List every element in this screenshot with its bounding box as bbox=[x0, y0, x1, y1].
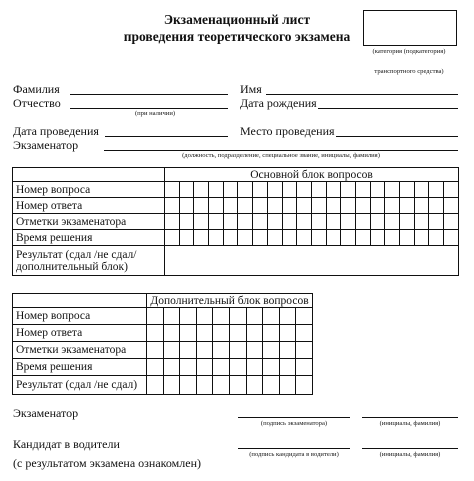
answer-cell[interactable] bbox=[180, 359, 197, 376]
birth-date-label: Дата рождения bbox=[240, 96, 317, 110]
surname-field[interactable] bbox=[70, 94, 228, 95]
answer-cell[interactable] bbox=[279, 308, 296, 325]
answer-cell[interactable] bbox=[355, 214, 370, 230]
answer-cell[interactable] bbox=[355, 230, 370, 246]
answer-cell[interactable] bbox=[400, 230, 415, 246]
answer-cell[interactable] bbox=[213, 325, 230, 342]
patronymic-label: Отчество bbox=[13, 96, 61, 110]
candidate-label: Кандидат в водители bbox=[13, 437, 120, 451]
examiner-signature-caption: (подпись экзаменатора) bbox=[260, 420, 328, 427]
row-label: Время решения bbox=[13, 230, 165, 246]
answer-cell[interactable] bbox=[253, 214, 268, 230]
answer-cell[interactable] bbox=[163, 308, 180, 325]
answer-cell[interactable] bbox=[180, 342, 197, 359]
answer-cell[interactable] bbox=[179, 214, 194, 230]
answer-cell[interactable] bbox=[326, 182, 341, 198]
answer-cell[interactable] bbox=[147, 359, 164, 376]
table-header-blank bbox=[13, 168, 165, 182]
answer-cell[interactable] bbox=[209, 214, 224, 230]
answer-cell[interactable] bbox=[296, 325, 313, 342]
name-label: Имя bbox=[240, 82, 262, 96]
answer-cell[interactable] bbox=[400, 198, 415, 214]
examiner-name-caption: (инициалы, фамилия) bbox=[379, 420, 441, 427]
answer-cell[interactable] bbox=[196, 342, 213, 359]
table-row bbox=[13, 198, 459, 214]
answer-cell[interactable] bbox=[385, 214, 400, 230]
table-row bbox=[13, 342, 313, 359]
answer-cell[interactable] bbox=[267, 182, 282, 198]
answer-cell[interactable] bbox=[246, 342, 263, 359]
category-caption: (категория (подкатегория) bbox=[372, 48, 446, 55]
answer-cell[interactable] bbox=[147, 325, 164, 342]
answer-cell[interactable] bbox=[400, 182, 415, 198]
answer-cell[interactable] bbox=[282, 230, 297, 246]
row-label: Время решения bbox=[13, 359, 147, 376]
answer-cell[interactable] bbox=[196, 359, 213, 376]
row-label: Результат (сдал /не сдал) bbox=[13, 376, 147, 395]
answer-cell[interactable] bbox=[400, 214, 415, 230]
examiner-hint: (должность, подразделение, специальное звание, инициалы, фамилия) bbox=[182, 152, 380, 159]
row-label: Номер ответа bbox=[13, 198, 165, 214]
answer-cell[interactable] bbox=[444, 198, 459, 214]
answer-cell[interactable] bbox=[341, 182, 356, 198]
answer-cell[interactable] bbox=[296, 359, 313, 376]
table-row bbox=[13, 308, 313, 325]
answer-cell[interactable] bbox=[229, 342, 246, 359]
answer-cell[interactable] bbox=[238, 182, 253, 198]
row-label: Номер вопроса bbox=[13, 308, 147, 325]
patronymic-field[interactable] bbox=[70, 108, 228, 109]
answer-cell[interactable] bbox=[370, 230, 385, 246]
answer-cell[interactable] bbox=[194, 182, 209, 198]
candidate-name-caption: (инициалы, фамилия) bbox=[379, 451, 441, 458]
answer-cell[interactable] bbox=[296, 376, 313, 395]
answer-cell[interactable] bbox=[311, 230, 326, 246]
answer-cell[interactable] bbox=[263, 308, 280, 325]
answer-cell[interactable] bbox=[213, 376, 230, 395]
main-questions-table bbox=[12, 167, 459, 276]
candidate-acknowledgement-label: (с результатом экзамена ознакомлен) bbox=[13, 456, 201, 470]
answer-cell[interactable] bbox=[341, 230, 356, 246]
exam-date-label: Дата проведения bbox=[13, 124, 99, 138]
answer-cell[interactable] bbox=[147, 342, 164, 359]
answer-cell[interactable] bbox=[355, 198, 370, 214]
answer-cell[interactable] bbox=[213, 342, 230, 359]
table-header-blank bbox=[13, 294, 147, 308]
answer-cell[interactable] bbox=[246, 325, 263, 342]
row-label: Номер ответа bbox=[13, 325, 147, 342]
answer-cell[interactable] bbox=[223, 230, 238, 246]
answer-cell[interactable] bbox=[267, 230, 282, 246]
answer-cell[interactable] bbox=[238, 214, 253, 230]
answer-cell[interactable] bbox=[209, 182, 224, 198]
table-row bbox=[13, 182, 459, 198]
answer-cell[interactable] bbox=[246, 376, 263, 395]
answer-cell[interactable] bbox=[311, 214, 326, 230]
answer-cell[interactable] bbox=[180, 325, 197, 342]
answer-cell[interactable] bbox=[326, 198, 341, 214]
row-label: Номер вопроса bbox=[13, 182, 165, 198]
answer-cell[interactable] bbox=[163, 325, 180, 342]
answer-cell[interactable] bbox=[326, 230, 341, 246]
answer-cell[interactable] bbox=[414, 214, 429, 230]
table-row bbox=[13, 214, 459, 230]
table-row bbox=[13, 246, 459, 276]
table-row bbox=[13, 376, 313, 395]
answer-cell[interactable] bbox=[194, 230, 209, 246]
answer-cell[interactable] bbox=[279, 325, 296, 342]
answer-cell[interactable] bbox=[311, 198, 326, 214]
answer-cell[interactable] bbox=[282, 214, 297, 230]
answer-cell[interactable] bbox=[279, 359, 296, 376]
answer-cell[interactable] bbox=[196, 308, 213, 325]
answer-cell[interactable] bbox=[163, 376, 180, 395]
answer-cell[interactable] bbox=[297, 214, 312, 230]
answer-cell[interactable] bbox=[165, 182, 180, 198]
answer-cell[interactable] bbox=[209, 198, 224, 214]
answer-cell[interactable] bbox=[179, 230, 194, 246]
answer-cell[interactable] bbox=[229, 376, 246, 395]
row-label: Результат (сдал /не сдал/ дополнительный блок) bbox=[13, 246, 165, 276]
answer-cell[interactable] bbox=[253, 230, 268, 246]
answer-cell[interactable] bbox=[238, 198, 253, 214]
answer-cell[interactable] bbox=[444, 230, 459, 246]
form-title-line-1: Экзаменационный лист bbox=[163, 12, 311, 27]
answer-cell[interactable] bbox=[163, 359, 180, 376]
answer-cell[interactable] bbox=[311, 182, 326, 198]
answer-cell[interactable] bbox=[444, 182, 459, 198]
exam-date-field[interactable] bbox=[105, 136, 228, 137]
answer-cell[interactable] bbox=[238, 230, 253, 246]
answer-cell[interactable] bbox=[253, 182, 268, 198]
answer-cell[interactable] bbox=[246, 359, 263, 376]
answer-cell[interactable] bbox=[147, 376, 164, 395]
answer-cell[interactable] bbox=[370, 182, 385, 198]
answer-cell[interactable] bbox=[429, 230, 444, 246]
answer-cell[interactable] bbox=[165, 246, 459, 276]
answer-cell[interactable] bbox=[326, 214, 341, 230]
answer-cell[interactable] bbox=[341, 214, 356, 230]
answer-cell[interactable] bbox=[253, 198, 268, 214]
category-caption-2: транспортного средства) bbox=[374, 68, 444, 75]
answer-cell[interactable] bbox=[429, 214, 444, 230]
patronymic-hint: (при наличии) bbox=[134, 110, 176, 117]
answer-cell[interactable] bbox=[179, 182, 194, 198]
examiner-signature-field[interactable] bbox=[238, 417, 350, 418]
answer-cell[interactable] bbox=[429, 198, 444, 214]
answer-cell[interactable] bbox=[223, 198, 238, 214]
answer-cell[interactable] bbox=[194, 198, 209, 214]
additional-questions-table bbox=[12, 293, 313, 395]
answer-cell[interactable] bbox=[279, 376, 296, 395]
answer-cell[interactable] bbox=[370, 198, 385, 214]
answer-cell[interactable] bbox=[163, 342, 180, 359]
answer-cell[interactable] bbox=[355, 182, 370, 198]
answer-cell[interactable] bbox=[263, 325, 280, 342]
answer-cell[interactable] bbox=[385, 182, 400, 198]
answer-cell[interactable] bbox=[296, 308, 313, 325]
answer-cell[interactable] bbox=[209, 230, 224, 246]
answer-cell[interactable] bbox=[223, 182, 238, 198]
answer-cell[interactable] bbox=[297, 182, 312, 198]
answer-cell[interactable] bbox=[282, 182, 297, 198]
answer-cell[interactable] bbox=[194, 214, 209, 230]
examiner-label: Экзаменатор bbox=[13, 138, 79, 152]
answer-cell[interactable] bbox=[213, 308, 230, 325]
answer-cell[interactable] bbox=[414, 230, 429, 246]
answer-cell[interactable] bbox=[297, 198, 312, 214]
answer-cell[interactable] bbox=[429, 182, 444, 198]
answer-cell[interactable] bbox=[196, 376, 213, 395]
answer-cell[interactable] bbox=[414, 198, 429, 214]
answer-cell[interactable] bbox=[385, 198, 400, 214]
answer-cell[interactable] bbox=[246, 308, 263, 325]
answer-cell[interactable] bbox=[165, 230, 180, 246]
candidate-signature-field[interactable] bbox=[238, 448, 350, 449]
answer-cell[interactable] bbox=[296, 342, 313, 359]
answer-cell[interactable] bbox=[179, 198, 194, 214]
answer-cell[interactable] bbox=[263, 359, 280, 376]
answer-cell[interactable] bbox=[229, 308, 246, 325]
exam-place-field[interactable] bbox=[336, 136, 458, 137]
answer-cell[interactable] bbox=[180, 376, 197, 395]
answer-cell[interactable] bbox=[444, 214, 459, 230]
examiner-name-field[interactable] bbox=[362, 417, 458, 418]
block-title: Основной блок вопросов bbox=[165, 168, 459, 182]
surname-label: Фамилия bbox=[13, 82, 60, 96]
answer-cell[interactable] bbox=[267, 198, 282, 214]
category-box[interactable] bbox=[363, 10, 457, 46]
answer-cell[interactable] bbox=[165, 198, 180, 214]
answer-cell[interactable] bbox=[165, 214, 180, 230]
answer-cell[interactable] bbox=[263, 376, 280, 395]
examiner-signature-label: Экзаменатор bbox=[13, 406, 79, 420]
answer-cell[interactable] bbox=[385, 230, 400, 246]
answer-cell[interactable] bbox=[213, 359, 230, 376]
birth-date-field[interactable] bbox=[318, 108, 458, 109]
examiner-field[interactable] bbox=[104, 150, 458, 151]
row-label: Отметки экзаменатора bbox=[13, 214, 165, 230]
answer-cell[interactable] bbox=[414, 182, 429, 198]
table-row bbox=[13, 230, 459, 246]
answer-cell[interactable] bbox=[282, 198, 297, 214]
table-row bbox=[13, 325, 313, 342]
answer-cell[interactable] bbox=[267, 214, 282, 230]
row-label: Отметки экзаменатора bbox=[13, 342, 147, 359]
candidate-signature-caption: (подпись кандидата в водители) bbox=[249, 451, 339, 458]
answer-cell[interactable] bbox=[341, 198, 356, 214]
block-title: Дополнительный блок вопросов bbox=[147, 294, 313, 308]
exam-place-label: Место проведения bbox=[240, 124, 335, 138]
form-title-line-2: проведения теоретического экзамена bbox=[123, 29, 351, 44]
answer-cell[interactable] bbox=[297, 230, 312, 246]
answer-cell[interactable] bbox=[370, 214, 385, 230]
candidate-name-field[interactable] bbox=[362, 448, 458, 449]
name-field[interactable] bbox=[266, 94, 458, 95]
answer-cell[interactable] bbox=[147, 308, 164, 325]
answer-cell[interactable] bbox=[180, 308, 197, 325]
answer-cell[interactable] bbox=[223, 214, 238, 230]
answer-cell[interactable] bbox=[229, 325, 246, 342]
answer-cell[interactable] bbox=[279, 342, 296, 359]
answer-cell[interactable] bbox=[263, 342, 280, 359]
table-row bbox=[13, 359, 313, 376]
answer-cell[interactable] bbox=[196, 325, 213, 342]
answer-cell[interactable] bbox=[229, 359, 246, 376]
